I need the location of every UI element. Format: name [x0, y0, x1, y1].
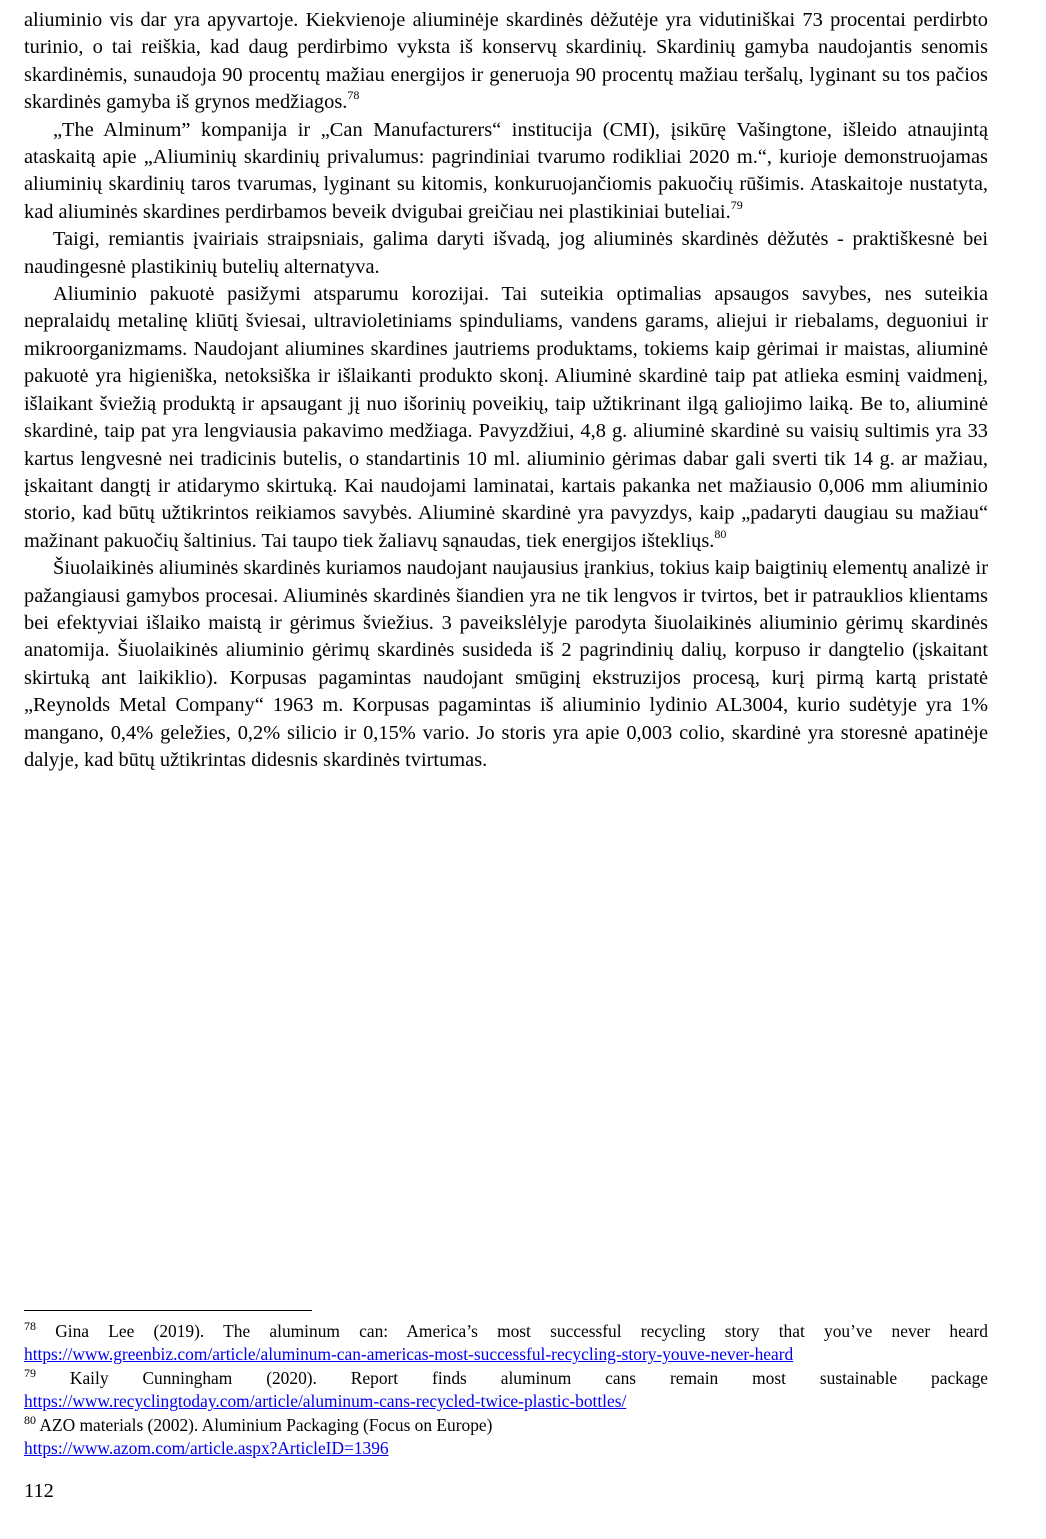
footnote-ref-79[interactable]: 79 — [730, 197, 743, 212]
footnote-number: 79 — [24, 1365, 36, 1380]
footnote-number: 78 — [24, 1319, 36, 1333]
paragraph: „The Alminum” kompanija ir „Can Manufacturers“ institucija (CMI), įsikūrę Vašingtone, išleido atnaujintą ataskaitą apie „Aliuminių skardinių privalumus: pagrindiniai tvarumo rodikliai 2020 m.“, kurioje demonstruojamas aliuminių skardinių taros tvarumas, lyginant su kitomis, konkuruojančiomis pakuočių rūšimis. Ataskaitoje nustatyta, kad aliuminės skardines perdirbamos beveik dvigubai greičiau nei plastikiniai buteliai.$^{79}$ — [24, 118, 988, 223]
paragraph: Šiuolaikinės aliuminės skardinės kuriamos naudojant naujausius įrankius, tokius kaip baigtinių elementų analizė ir pažangiausi gamybos procesai. Aliuminės skardinės šiandien yra ne tik lengvos ir tvirtos, bet ir patrauklios klientams bei efektyviai išlaiko maistą ir gėrimus šviežius. 3 paveikslėlyje parodyta šiuolaikinės aliuminio gėrimų skardinės anatomija. Šiuolaikinės aliuminio gėrimų skardinės susideda iš 2 pagrindinių dalių, korpuso ir dangtelio (įskaitant skirtuką ant laikiklio). Korpusas pagamintas naudojant smūginį ekstruzijos procesą, kurį pirmą kartą pristatė „Reynolds Metal Company“ 1963 m. Korpusas pagamintas iš aliuminio lydinio AL3004, kurio sudėtyje yra 1% mangano, 0,4% geležies, 0,2% silicio ir 0,15% vario. Jo storis yra apie 0,003 colio, skardinė yra storesnė apatinėje dalyje, kad būtų užtikrintas didesnis skardinės tvirtumas. — [24, 557, 988, 771]
footnote-78 — [24, 1320, 988, 1367]
footnote-80 — [24, 1414, 988, 1461]
footnote-text: AZO materials (2002). Aluminium Packaging (Focus on Europe) — [36, 1414, 493, 1435]
footnote-ref-78[interactable]: 78 — [347, 88, 360, 103]
paragraph: Aliuminio pakuotė pasižymi atsparumu korozijai. Tai suteikia optimalias apsaugos savybes, nes suteikia nepralaidų metalinę kliūtį šviesai, ultravioletiniams spinduliams, vandens garams, aliejui ir riebalams, deguoniui ir mikroorganizmams. Naudojant aliumines skardines jautriems produktams, tokiems kaip gėrimai ir maistas, aliuminė pakuotė yra higieniška, netoksiška ir išlaikanti produkto skonį. Aliuminė skardinė taip pat atlieka esminį vaidmenį, išlaikant šviežią produktą ir apsaugant jį nuo išorinių poveikių, taip užtikrinant ilgą galiojimo laiką. Be to, aliuminė skardinė, taip pat yra lengviausia pakavimo medžiaga. Pavyzdžiui, 4,8 g. aliuminė skardinė su vaisių sultimis yra 33 kartus lengvesnė nei tradicinis butelis, o standartinis 10 ml. aliuminio gėrimas dabar gali sverti tik 14 g. ar mažiau, įskaitant dangtį ir atidarymo skirtuką. Kai naudojami laminatai, kartais pakanka net mažiausio 0,006 mm aliuminio storio, kad būtų užtikrintos reikiamos savybės. Aliuminė skardinė yra pavyzdys, kaip „padaryti daugiau su mažiau“ mažinant pakuočių šaltinius. Tai taupo tiek žaliavų sąnaudas, tiek energijos ištekliųs.$^{80}$ — [24, 283, 988, 552]
footnote-separator — [24, 1310, 312, 1311]
footnote-link[interactable]: https://www.greenbiz.com/article/aluminum-can-americas-most-successful-recycling-story-youve-never-heard — [24, 1344, 794, 1365]
footnote-text: Kaily Cunningham (2020). Report finds aluminum cans remain most sustainable package — [36, 1367, 988, 1388]
footnote-79 — [24, 1367, 988, 1414]
main-text — [24, 7, 988, 774]
page-number: 112 — [24, 1480, 54, 1502]
paragraph: Taigi, remiantis įvairiais straipsniais, galima daryti išvadą, jog aliuminės skardinės dėžutės - praktiškesnė bei naudingesnė plastikinių butelių alternatyva. — [24, 228, 988, 278]
footnote-number: 80 — [24, 1412, 36, 1427]
footnotes — [24, 1320, 988, 1460]
footnote-link[interactable]: https://www.azom.com/article.aspx?ArticleID=1396 — [24, 1438, 389, 1459]
footnote-link[interactable]: https://www.recyclingtoday.com/article/aluminum-cans-recycled-twice-plastic-bottles/ — [24, 1391, 627, 1412]
paragraph: aliuminio vis dar yra apyvartoje. Kiekvienoje aliuminėje skardinės dėžutėje yra vidutiniškai 73 procentai perdirbto turinio, o tai reiškia, kad daug perdirbimo vyksta iš konservų skardinių. Skardinių gamyba naudojantis senomis skardinėmis, sunaudoja 90 procentų mažiau energijos ir generuoja 90 procentų mažiau teršalų, lyginant su tos pačios skardinės gamyba iš grynos medžiagos.$^{78}$ — [24, 9, 988, 114]
footnote-text: Gina Lee (2019). The aluminum can: America’s most successful recycling story that you’ve never heard — [36, 1321, 988, 1341]
footnote-ref-80[interactable]: 80 — [714, 526, 727, 541]
